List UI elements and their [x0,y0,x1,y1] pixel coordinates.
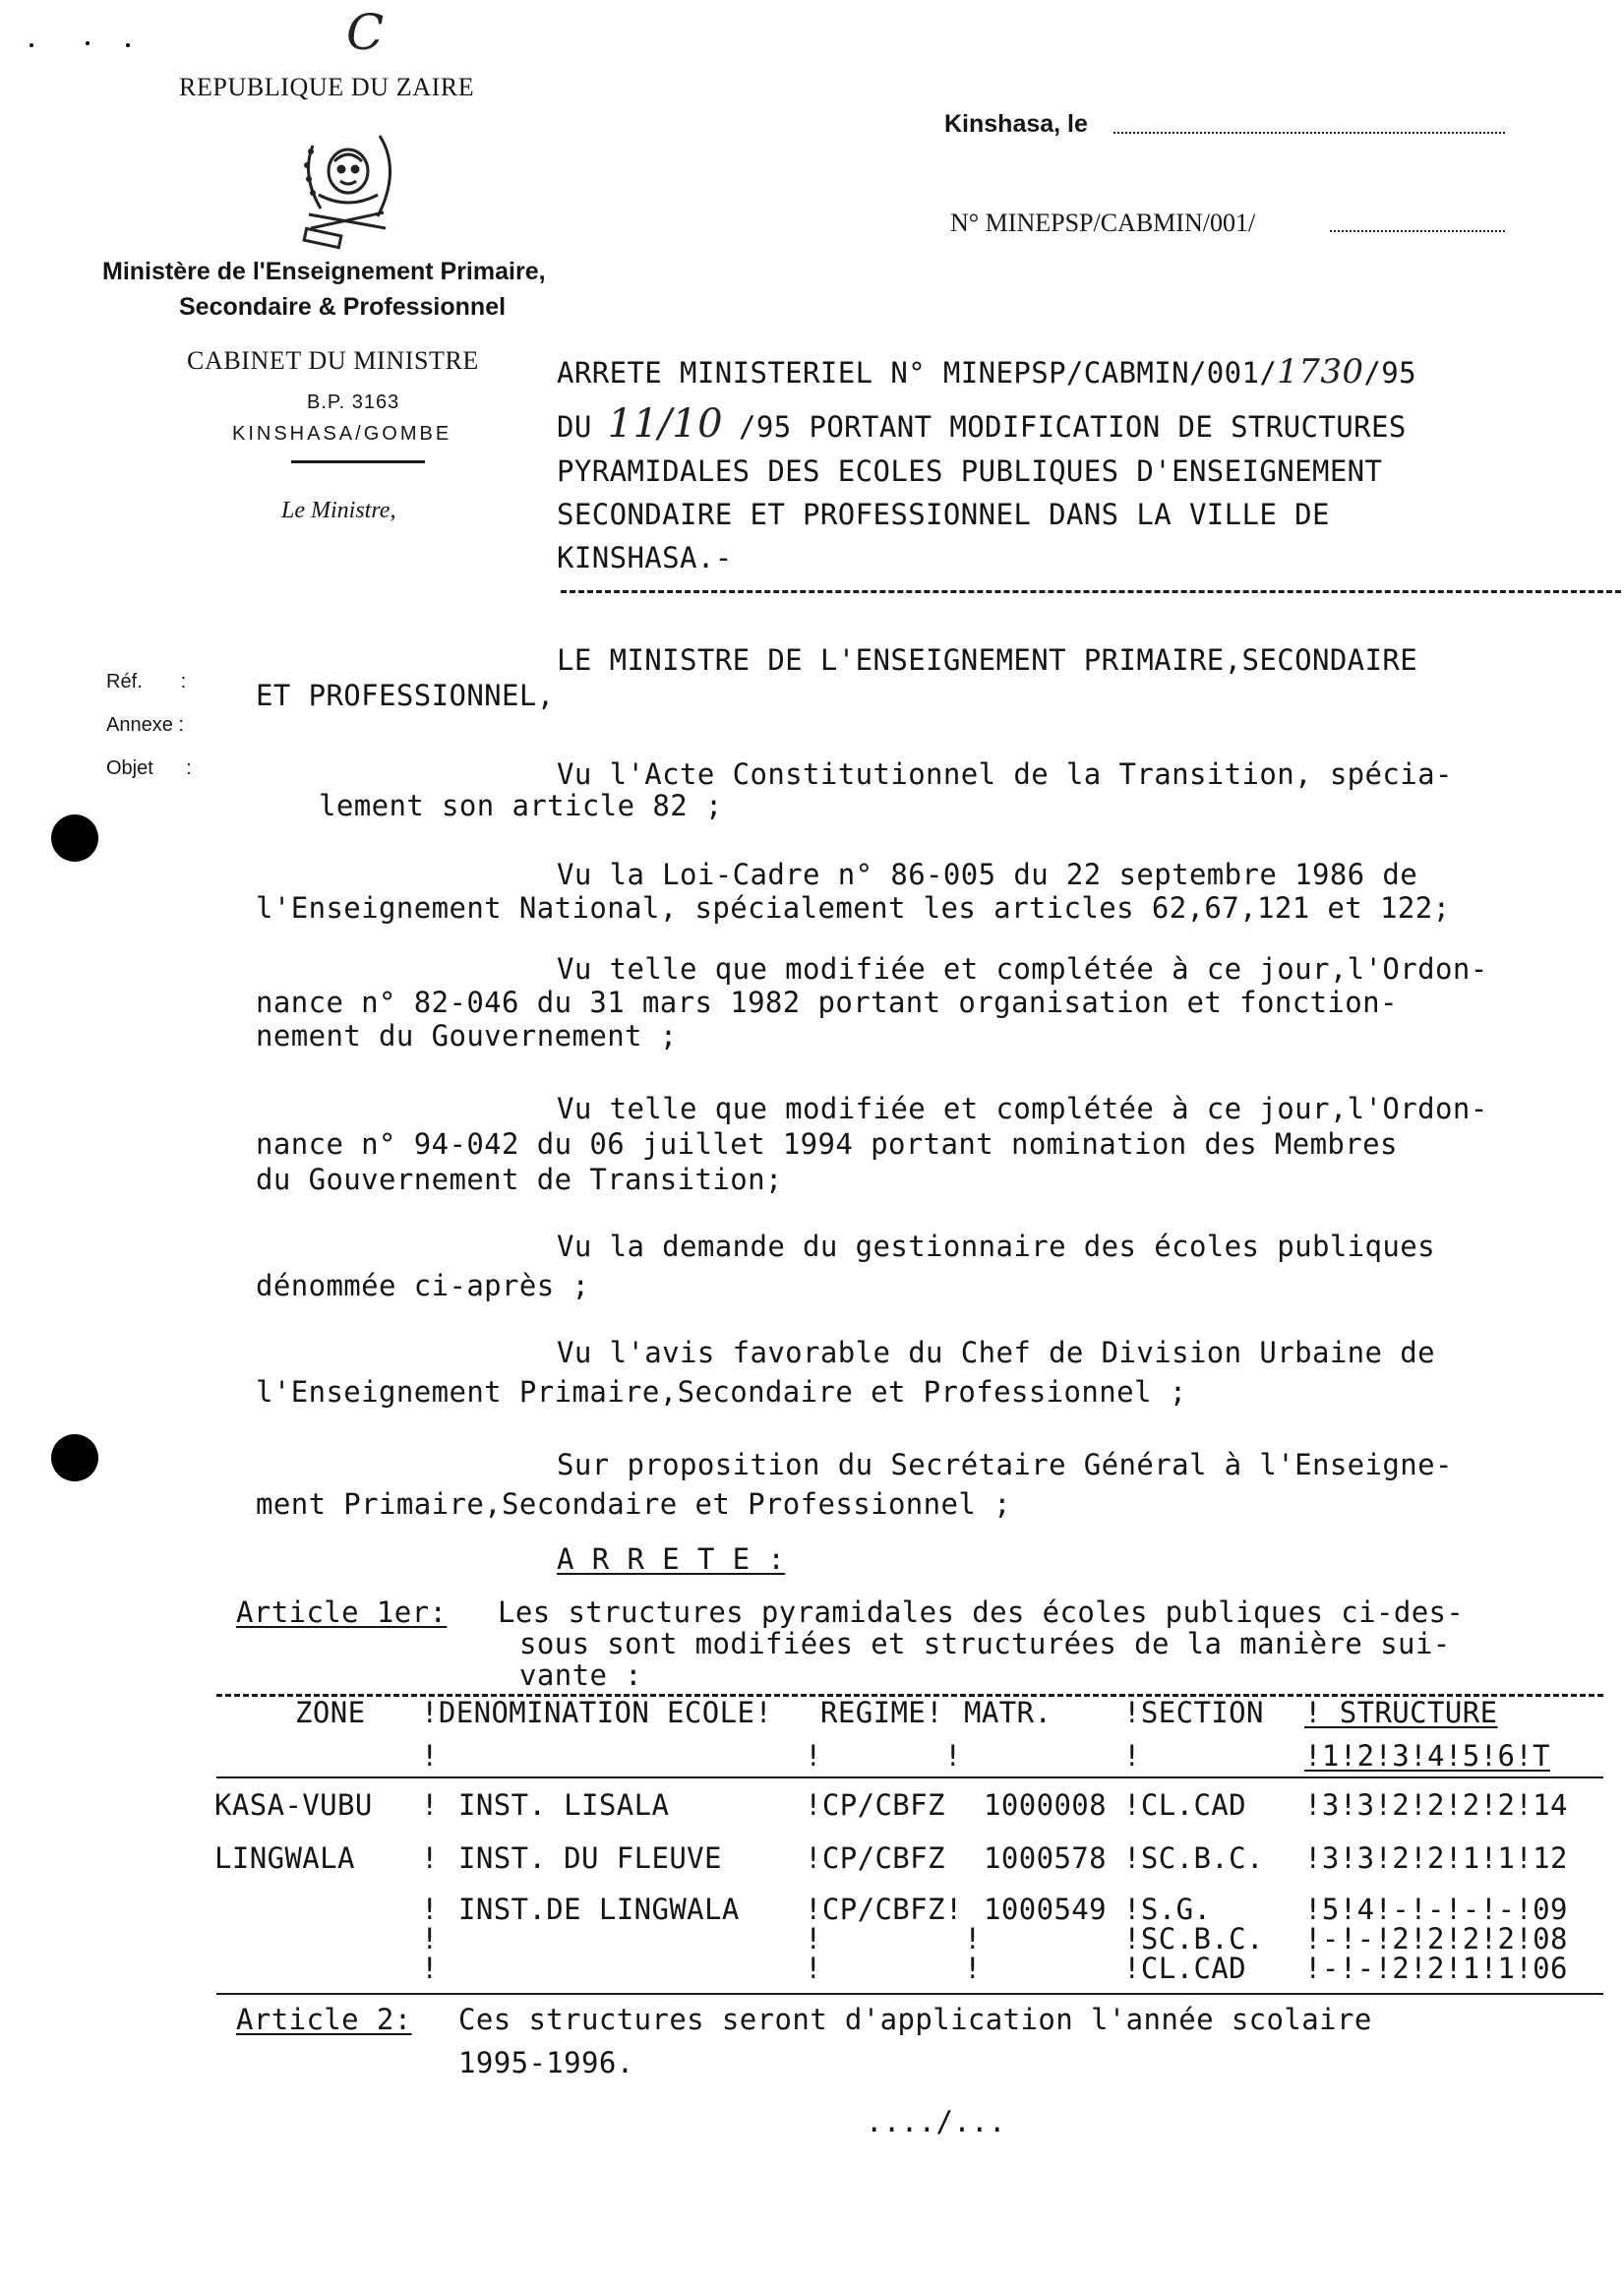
vu4-line1: Vu telle que modifiée et complétée à ce jour,l'Ordon- [557,1092,1488,1125]
row-regime: !CP/CBFZ [805,1788,945,1822]
subheader-grades: !1!2!3!4!5!6!T [1304,1739,1551,1773]
row-school: INST. LISALA [458,1788,670,1822]
row-structure: !3!3!2!2!1!1!12 [1304,1841,1568,1875]
continued-marker: ..../... [866,2105,1006,2138]
row-structure: !5!4!-!-!-!-!09 [1304,1893,1568,1926]
ministry-name-line2: Secondaire & Professionnel [179,293,507,321]
reference-number: N° MINEPSP/CABMIN/001/ [950,209,1256,237]
vu4-line3: du Gouvernement de Transition; [256,1163,783,1196]
row-section: !CL.CAD [1123,1788,1247,1822]
minister-label: Le Ministre, [281,498,396,523]
row-school: INST. DU FLEUVE [458,1841,722,1875]
vu3-line3: nement du Gouvernement ; [256,1019,678,1053]
article1-line3: vante : [519,1658,643,1692]
row-regime: !CP/CBFZ [805,1841,945,1875]
article2-line2: 1995-1996. [458,2046,634,2079]
handwritten-mark: C [346,4,385,61]
subheader-separator: ! [421,1739,439,1773]
cabinet-label: CABINET DU MINISTRE [187,346,479,375]
margin-ref: Réf. : [106,671,187,692]
subheader-separator: ! [1123,1739,1141,1773]
reference-dotted-line [1330,230,1505,232]
row-zone: KASA-VUBU [214,1788,373,1822]
punch-hole [51,1434,98,1481]
intro-line1: LE MINISTRE DE L'ENSEIGNEMENT PRIMAIRE,SECONDAIRE [557,643,1418,677]
header-matr: MATR. [964,1696,1053,1729]
title-line2-suffix: /95 PORTANT MODIFICATION DE STRUCTURES [739,410,1407,444]
row-separator: ! [421,1952,439,1985]
city-underline [291,460,425,463]
place-date-label: Kinshasa, le [944,110,1088,138]
title-line2-prefix: DU [557,410,592,444]
row-separator: ! [421,1788,439,1822]
vu5-line2: dénommée ci-après ; [256,1269,590,1302]
row-structure: !-!-!2!2!2!2!08 [1304,1922,1568,1956]
margin-annexe: Annexe : [106,714,184,736]
article1-label: Article 1er: [236,1595,448,1629]
row-school: INST.DE LINGWALA [458,1893,740,1926]
header-denomination: !DENOMINATION ECOLE! [421,1696,773,1729]
row-regime: !CP/CBFZ! [805,1893,963,1926]
title-separator [561,590,1621,593]
vu5-line1: Vu la demande du gestionnaire des écoles publiques [557,1230,1435,1263]
vu6-line1: Vu l'avis favorable du Chef de Division Urbaine de [557,1336,1435,1369]
arrete-heading: A R R E T E : [557,1542,786,1576]
vu4-line2: nance n° 94-042 du 06 juillet 1994 portant nomination des Membres [256,1127,1398,1161]
city-label: KINSHASA/GOMBE [232,423,452,445]
row-structure: !3!3!2!2!2!2!14 [1304,1788,1568,1822]
header-zone: ZONE [295,1696,366,1729]
vu3-line2: nance n° 82-046 du 31 mars 1982 portant organisation et fonction- [256,986,1398,1019]
date-dotted-line [1113,132,1505,134]
row-matr: 1000549 [984,1893,1108,1926]
row-section: !CL.CAD [1123,1952,1247,1985]
row-separator: ! [421,1893,439,1926]
title-line2 [557,401,1407,447]
row-matr: ! [964,1922,982,1956]
row-section: !SC.B.C. [1123,1922,1264,1956]
intro-line2: ET PROFESSIONNEL, [256,679,555,712]
ministry-name-line1: Ministère de l'Enseignement Primaire, [102,258,546,285]
vu2-line1: Vu la Loi-Cadre n° 86-005 du 22 septembre 1986 de [557,858,1418,891]
row-matr: 1000578 [984,1841,1108,1875]
punch-hole [51,814,98,862]
row-separator: ! [421,1922,439,1956]
row-matr: 1000008 [984,1788,1108,1822]
vu7-line1: Sur proposition du Secrétaire Général à l'Enseigne- [557,1448,1453,1481]
row-regime: ! [805,1922,822,1956]
row-structure: !-!-!2!2!1!1!06 [1304,1952,1568,1985]
header-section: !SECTION [1123,1696,1264,1729]
subheader-separator: ! [944,1739,962,1773]
article1-line2: sous sont modifiées et structurées de la manière sui- [519,1627,1451,1660]
vu3-line1: Vu telle que modifiée et complétée à ce jour,l'Ordon- [557,952,1488,986]
title-line1-suffix: /95 [1363,356,1416,390]
row-matr: ! [964,1952,982,1985]
title-decree-number: 1730 [1277,352,1364,391]
stray-mark [30,43,33,47]
margin-objet: Objet : [106,757,192,779]
title-line3: PYRAMIDALES DES ECOLES PUBLIQUES D'ENSEIGNEMENT [557,454,1383,488]
coat-of-arms-icon [291,126,409,254]
row-regime: ! [805,1952,822,1985]
row-section: !S.G. [1123,1893,1212,1926]
table-header-rule [216,1776,1603,1778]
article2-line1: Ces structures seront d'application l'année scolaire [458,2003,1372,2036]
article2-label: Article 2: [236,2003,412,2036]
vu6-line2: l'Enseignement Primaire,Secondaire et Professionnel ; [256,1375,1187,1409]
stray-mark [126,43,130,47]
article1-line1: Les structures pyramidales des écoles publiques ci-des- [498,1595,1465,1629]
postal-box: B.P. 3163 [307,391,400,413]
vu1-line2: lement son article 82 ; [319,789,723,822]
subheader-separator: ! [805,1739,822,1773]
row-separator: ! [421,1841,439,1875]
title-line5: KINSHASA.- [557,541,733,574]
country-name: REPUBLIQUE DU ZAIRE [179,73,475,101]
title-line4: SECONDAIRE ET PROFESSIONNEL DANS LA VILLE DE [557,498,1330,531]
vu7-line2: ment Primaire,Secondaire et Professionnel ; [256,1487,1011,1521]
row-section: !SC.B.C. [1123,1841,1264,1875]
row-zone: LINGWALA [214,1841,355,1875]
header-regime: REGIME! [820,1696,944,1729]
table-bottom-rule [216,1993,1603,1995]
title-line1-prefix: ARRETE MINISTERIEL N° MINEPSP/CABMIN/001/ [557,356,1278,390]
vu2-line2: l'Enseignement National, spécialement les articles 62,67,121 et 122; [256,891,1451,925]
stray-mark [86,41,90,45]
vu1-line1: Vu l'Acte Constitutionnel de la Transition, spécia- [557,757,1453,791]
title-decree-date: 11/10 [607,401,724,447]
header-structure: ! STRUCTURE [1304,1696,1498,1729]
title-line1 [557,352,1416,391]
